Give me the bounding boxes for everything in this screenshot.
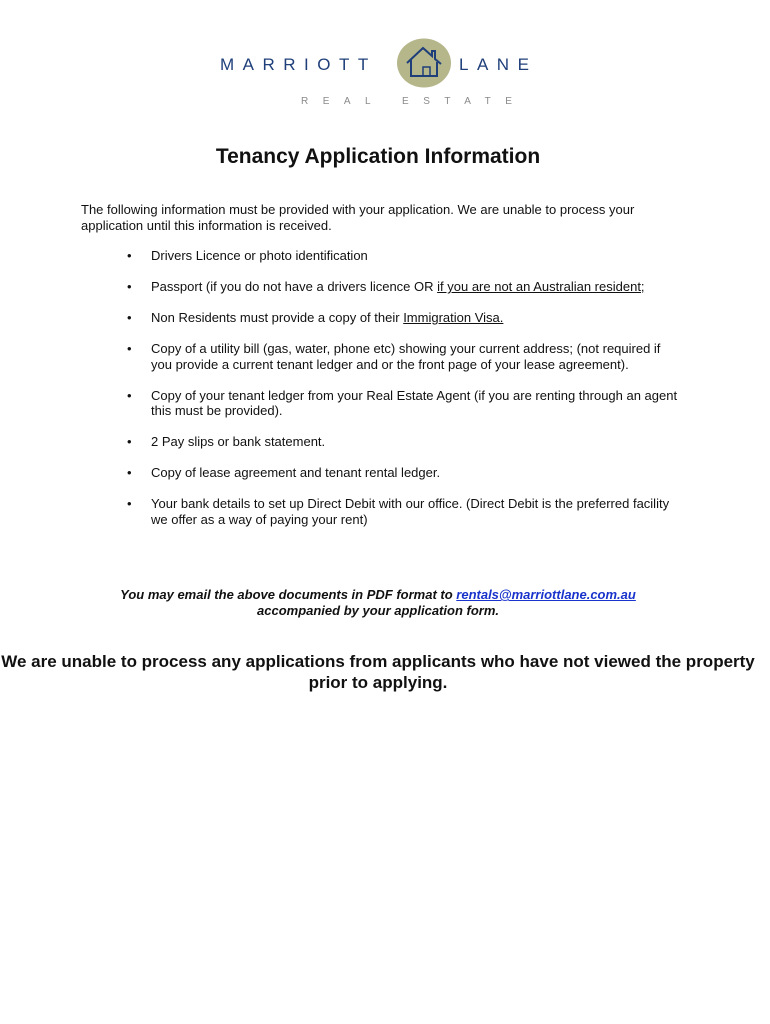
logo-word-left: MARRIOTT: [220, 55, 377, 74]
list-item: [0, 388, 681, 419]
email-instructions: [0, 587, 756, 619]
company-logo: [0, 36, 770, 116]
list-item-text: Copy of your tenant ledger from your Real Estate Agent (if you are renting through an agent this must be provided).: [151, 387, 678, 418]
list-item-text: Non Residents must provide a copy of their: [151, 310, 404, 325]
document-title: Tenancy Application Information: [215, 145, 541, 168]
list-item: [0, 248, 681, 264]
list-item: [0, 465, 681, 481]
list-item: [0, 341, 681, 372]
bullet-icon: •: [127, 341, 132, 356]
list-item: [0, 434, 681, 450]
list-item: [0, 310, 681, 326]
requirements-list: [0, 248, 770, 543]
list-item-text: Copy of lease agreement and tenant rental ledger.: [151, 465, 441, 480]
bullet-icon: •: [127, 434, 132, 449]
bullet-icon: •: [127, 465, 132, 480]
house-icon: [396, 38, 452, 88]
bullet-icon: •: [127, 387, 132, 403]
list-item: [0, 279, 681, 295]
bullet-icon: •: [127, 310, 132, 325]
viewing-warning: We are unable to process any applications from applicants who have not viewed the property prior to applying.: [1, 652, 755, 692]
bullet-icon: •: [127, 279, 132, 294]
email-note-prefix: You may email the above documents in PDF format to: [120, 587, 457, 602]
list-item-text: Drivers Licence or photo identification: [151, 248, 368, 263]
list-item: [0, 496, 681, 527]
intro-paragraph: The following information must be provided with your application. We are unable to process your application until this information is received.: [81, 202, 635, 233]
list-item-underlined: if you are not an Australian resident;: [437, 279, 645, 294]
bullet-icon: •: [127, 496, 132, 511]
logo-subtitle: REAL ESTATE: [301, 96, 527, 107]
list-item-underlined: Immigration Visa.: [403, 310, 504, 325]
list-item-text: Your bank details to set up Direct Debit with our office. (Direct Debit is the preferred facility we offer as a way of paying your rent): [151, 496, 670, 527]
bullet-icon: •: [127, 248, 132, 263]
list-item-text: Copy of a utility bill (gas, water, phone etc) showing your current address; (not required if you provide a current tenant ledger and or the front page of your lease agreement).: [151, 341, 661, 372]
list-item-text: 2 Pay slips or bank statement.: [151, 434, 326, 449]
list-item-text: Passport (if you do not have a drivers licence OR: [151, 279, 438, 294]
email-link[interactable]: rentals@marriottlane.com.au: [456, 587, 636, 602]
email-note-suffix: accompanied by your application form.: [257, 603, 499, 618]
logo-word-right: LANE: [459, 55, 538, 74]
